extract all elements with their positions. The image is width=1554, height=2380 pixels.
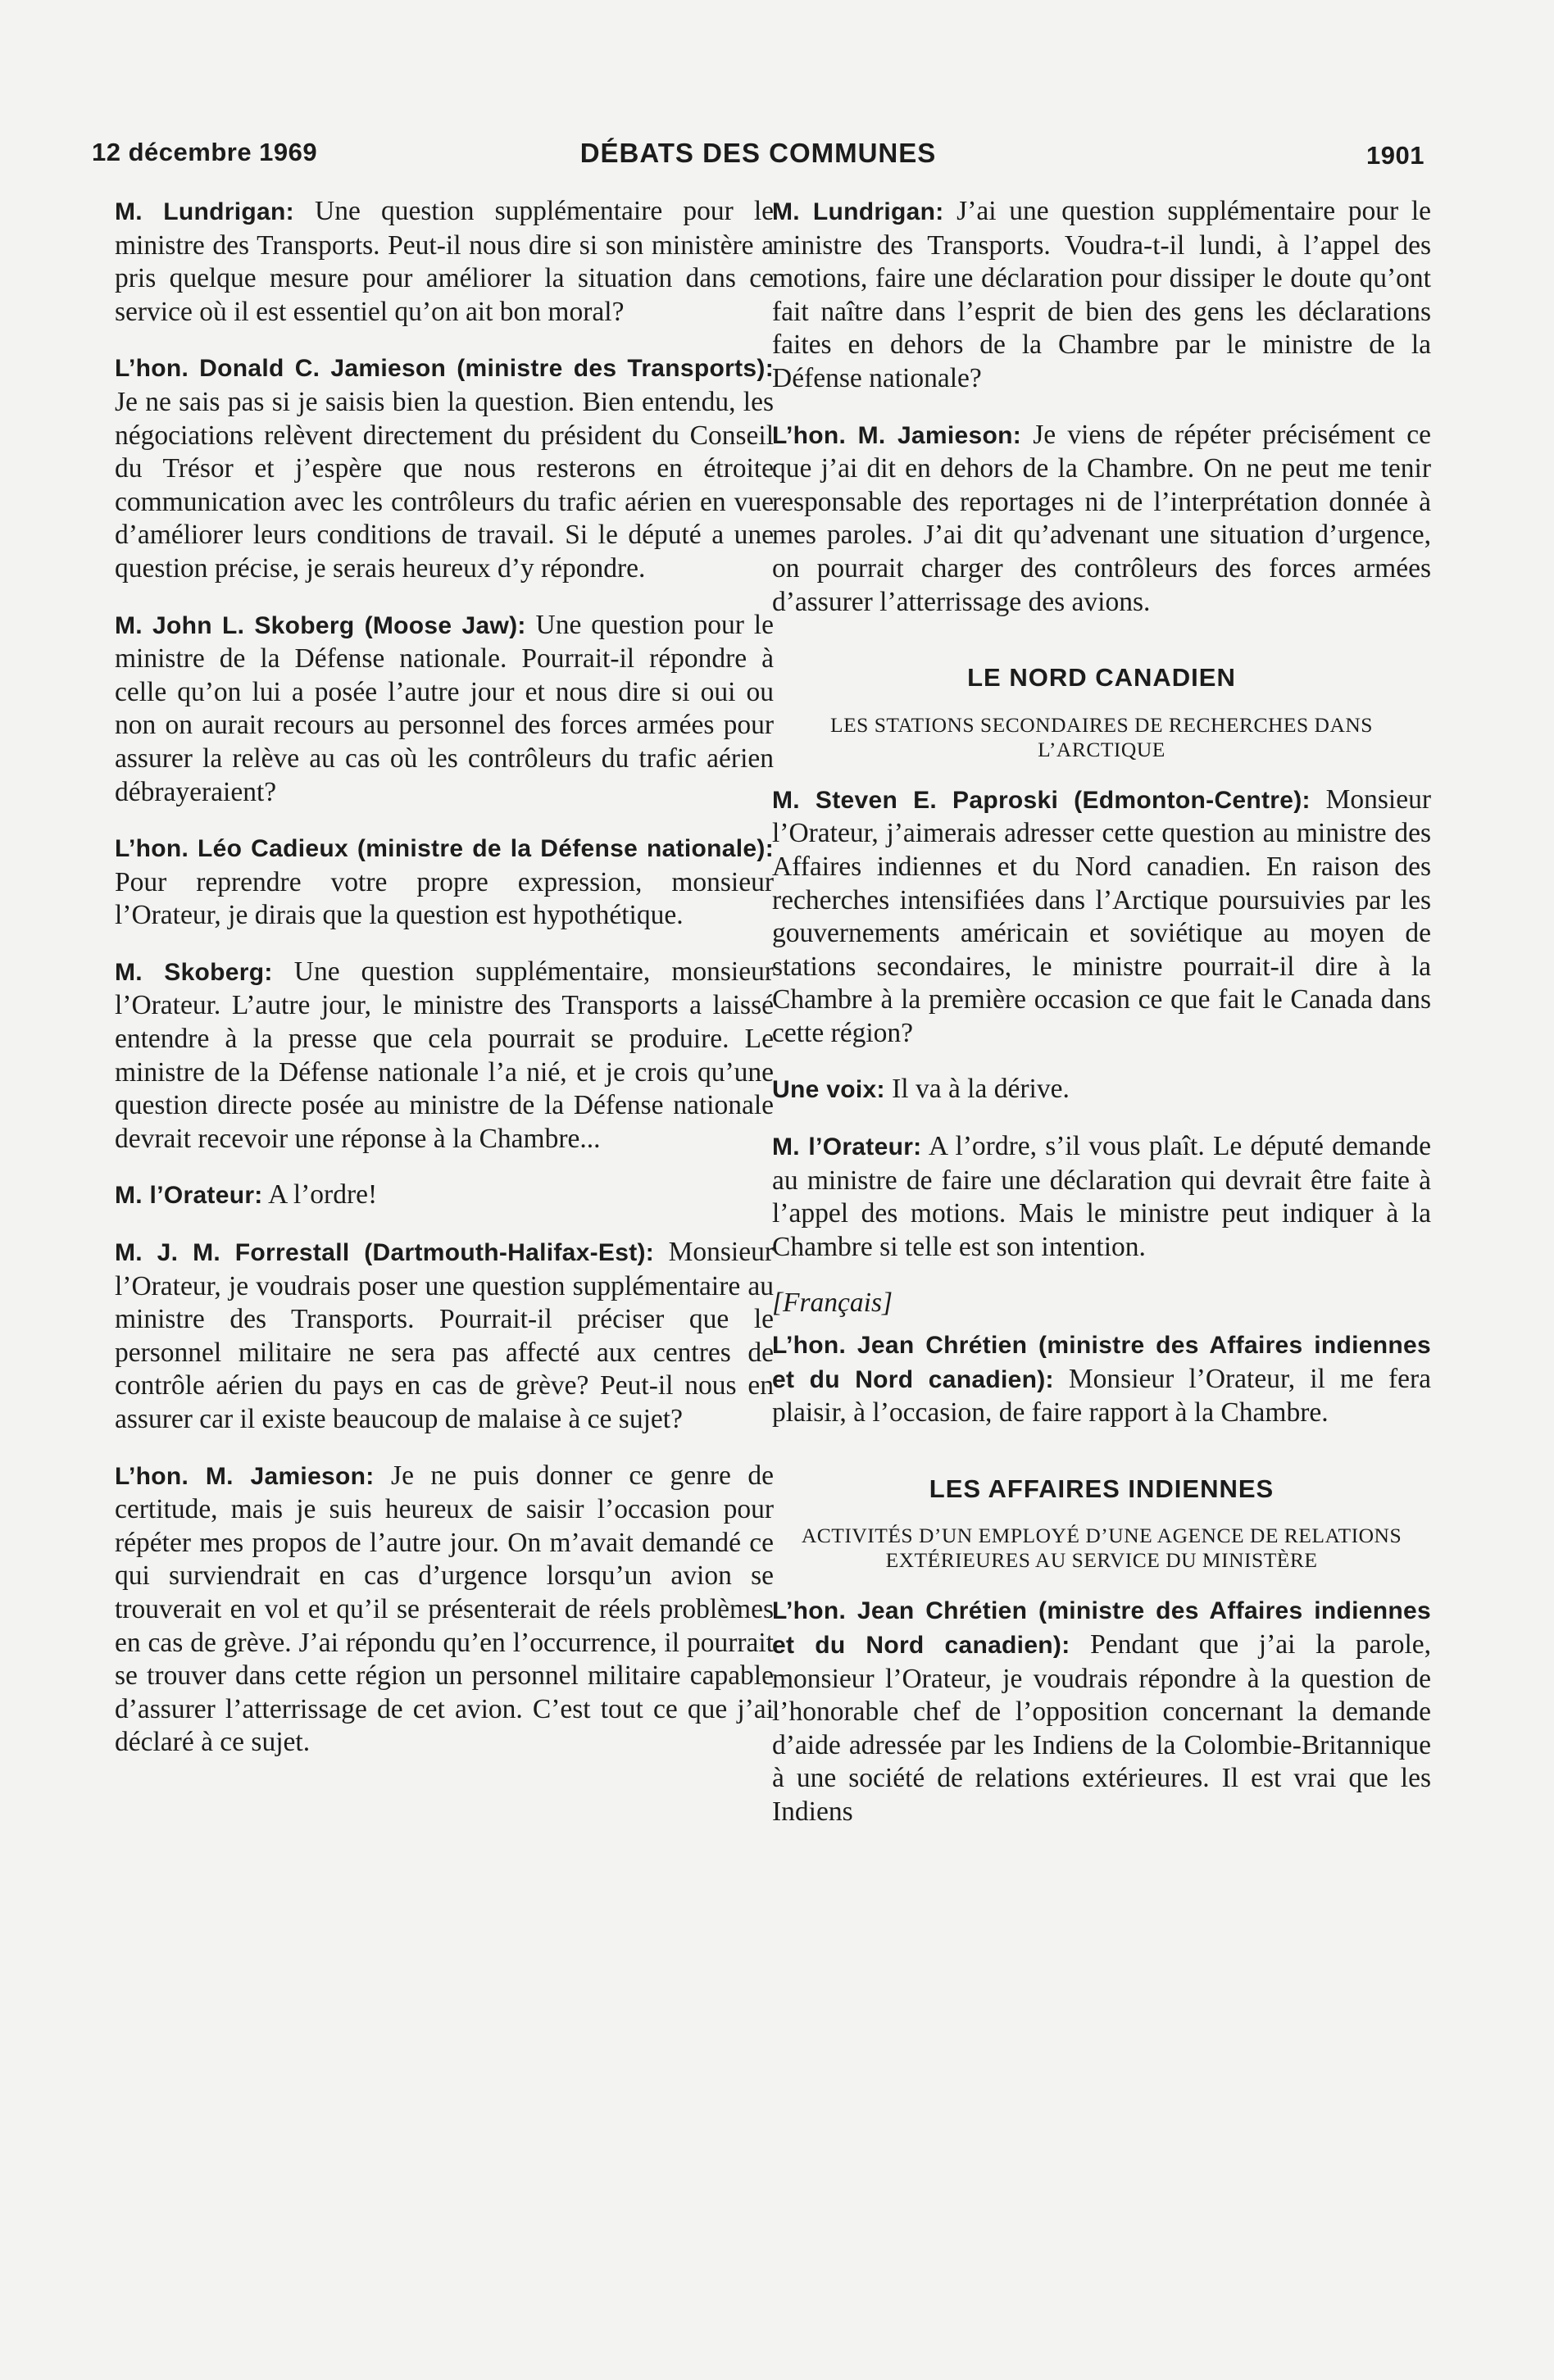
speaker-name: M. l’Orateur: [772, 1133, 922, 1161]
speech-text: Il va à la dérive. [884, 1074, 1070, 1105]
speaker-name: M. Steven E. Paproski (Edmonton-Centre): [772, 786, 1311, 814]
paragraph [772, 1130, 1431, 1264]
speaker-name: L’hon. Jean Chrétien (ministre des Affaires indiennes et du Nord canadien): [772, 1597, 1431, 1659]
speaker-name: L’hon. Donald C. Jamieson (ministre des Transports): [115, 355, 774, 383]
paragraph [115, 956, 774, 1156]
paragraph [115, 195, 774, 329]
paragraph [772, 419, 1431, 620]
speech-text: A l’ordre, s’il vous plaît. Le député demande au ministre de faire une déclaration qui devrait être faite à l’appel des motions. Mais le ministre peut indiquer à la Chambre si telle est son intention. [772, 1131, 1431, 1262]
page-header [92, 138, 1424, 174]
speaker-name: Une voix: [772, 1076, 885, 1104]
speaker-name: L’hon. Léo Cadieux (ministre de la Défense nationale): [115, 835, 774, 863]
speaker-name: M. Skoberg: [115, 958, 273, 986]
speaker-name: M. Lundrigan: [772, 198, 944, 225]
speaker-name: M. J. M. Forrestall (Dartmouth-Halifax-Est): [115, 1239, 655, 1267]
paragraph [772, 783, 1431, 1051]
speech-text: Pour reprendre votre propre expression, monsieur l’Orateur, je dirais que la question est hypothétique. [115, 866, 774, 931]
section-title: LE NORD CANADIEN [967, 663, 1236, 693]
section-subtitle: LES STATIONS SECONDAIRES DE RECHERCHES DANS L’ARCTIQUE [830, 712, 1373, 761]
speaker-name: M. l’Orateur: [115, 1182, 263, 1210]
paragraph [772, 195, 1431, 396]
header-date: 12 décembre 1969 [92, 138, 318, 166]
right-column [772, 195, 1431, 1852]
speech-text: Monsieur l’Orateur, je voudrais poser une question supplémentaire au ministre des Transports. Pourrait-il préciser que le personnel militaire ne sera pas affecté aux centres de contrôle aérien du pays en cas de grève? Peut-il nous en assurer car il existe beaucoup de malaise à ce sujet? [115, 1237, 774, 1434]
speech-text: Je ne sais pas si je saisis bien la question. Bien entendu, les négociations relèvent directement du président du Conseil du Trésor et j’espère que nous resterons en étroite communication avec les contrôleurs du trafic aérien en vue d’améliorer leurs conditions de travail. Si le député a une question précise, je serais heureux d’y répondre. [115, 386, 774, 584]
speech-text: Monsieur l’Orateur, il me fera plaisir, à l’occasion, de faire rapport à la Chambre. [772, 1363, 1431, 1428]
speech-text: Une question pour le ministre de la Défense nationale. Pourrait-il répondre à celle qu’on lui a posée l’autre jour et nous dire si oui ou non on aurait recours au personnel des forces armées pour assurer la relève au cas où les contrôleurs du trafic aérien débrayeraient? [115, 609, 774, 807]
speech-text: A l’ordre! [262, 1179, 378, 1210]
paragraph [115, 609, 774, 810]
paragraph [772, 1594, 1431, 1828]
speech-text: Une question supplémentaire, monsieur l’Orateur. L’autre jour, le ministre des Transports a laissé entendre à la presse que cela pourrait se produire. Le ministre de la Défense nationale l’a nié, et je crois qu’une question directe posée au ministre de la Défense nationale devrait recevoir une réponse à la Chambre... [115, 956, 775, 1154]
speech-text: Je ne puis donner ce genre de certitude, mais je suis heureux de saisir l’occasion pour répéter mes propos de l’autre jour. On m’avait demandé ce qui surviendrait en cas d’urgence lorsqu’un avion se trouverait en vol et qu’il se présenterait de réels problèmes en cas de grève. J’ai répondu qu’en l’occurrence, il pourrait se trouver dans cette région un personnel militaire capable d’assurer l’atterrissage de cet avion. C’est tout ce que j’ai déclaré à ce sujet. [115, 1460, 774, 1758]
speaker-name: M. Lundrigan: [115, 198, 294, 225]
speech-text: Une question supplémentaire pour le ministre des Transports. Peut-il nous dire si son ministère a pris quelque mesure pour améliorer la situation dans ce service où il est essentiel qu’on ait bon moral? [115, 196, 775, 327]
speech-text: J’ai une question supplémentaire pour le ministre des Transports. Voudra-t-il lundi, à l’appel des motions, faire une déclaration pour dissiper le doute qu’ont fait naître dans l’esprit de bien des gens les déclarations faites en dehors de la Chambre par le ministre de la Défense nationale? [772, 196, 1431, 393]
speech-text: Monsieur l’Orateur, j’aimerais adresser cette question au ministre des Affaires indiennes et du Nord canadien. En raison des recherches intensifiées dans l’Arctique poursuivies par les gouvernements américain et soviétique au moyen de stations secondaires, le ministre pourrait-il dire à la Chambre à la première occasion ce que fait le Canada dans cette région? [772, 783, 1432, 1048]
paragraph [772, 1073, 1431, 1107]
paragraph [115, 352, 774, 585]
paragraph [115, 1236, 774, 1437]
section-title: LES AFFAIRES INDIENNES [929, 1474, 1275, 1503]
speech-text: Pendant que j’ai la parole, monsieur l’Orateur, je voudrais répondre à la question de l’honorable chef de l’opposition concernant la demande d’aide adressée par les Indiens de la Colombie-Britannique à une société de relations extérieures. Il est vrai que les Indiens [772, 1629, 1432, 1827]
speaker-name: L’hon. Jean Chrétien (ministre des Affaires indiennes et du Nord canadien): [772, 1332, 1431, 1393]
paragraph [115, 832, 774, 933]
paragraph [115, 1179, 774, 1213]
speaker-name: M. John L. Skoberg (Moose Jaw): [115, 611, 526, 639]
speech-text: Je viens de répéter précisément ce que j’ai dit en dehors de la Chambre. On ne peut me tenir responsable des reportages ni de l’interprétation donnée à mes paroles. J’ai dit qu’advenant une situation d’urgence, on pourrait charger des contrôleurs des forces armées d’assurer l’atterrissage des avions. [772, 419, 1431, 617]
section-subtitle: ACTIVITÉS D’UN EMPLOYÉ D’UNE AGENCE DE RELATIONS EXTÉRIEURES AU SERVICE DU MINISTÈRE [801, 1524, 1402, 1573]
paragraph [115, 1460, 774, 1760]
page-number: 1901 [1366, 141, 1424, 170]
left-column [115, 195, 774, 1783]
paragraph [772, 1329, 1431, 1430]
speaker-name: L’hon. M. Jamieson: [772, 421, 1022, 449]
language-note: [Français] [772, 1288, 893, 1319]
header-title: DÉBATS DES COMMUNES [579, 138, 937, 168]
speaker-name: L’hon. M. Jamieson: [115, 1462, 375, 1490]
